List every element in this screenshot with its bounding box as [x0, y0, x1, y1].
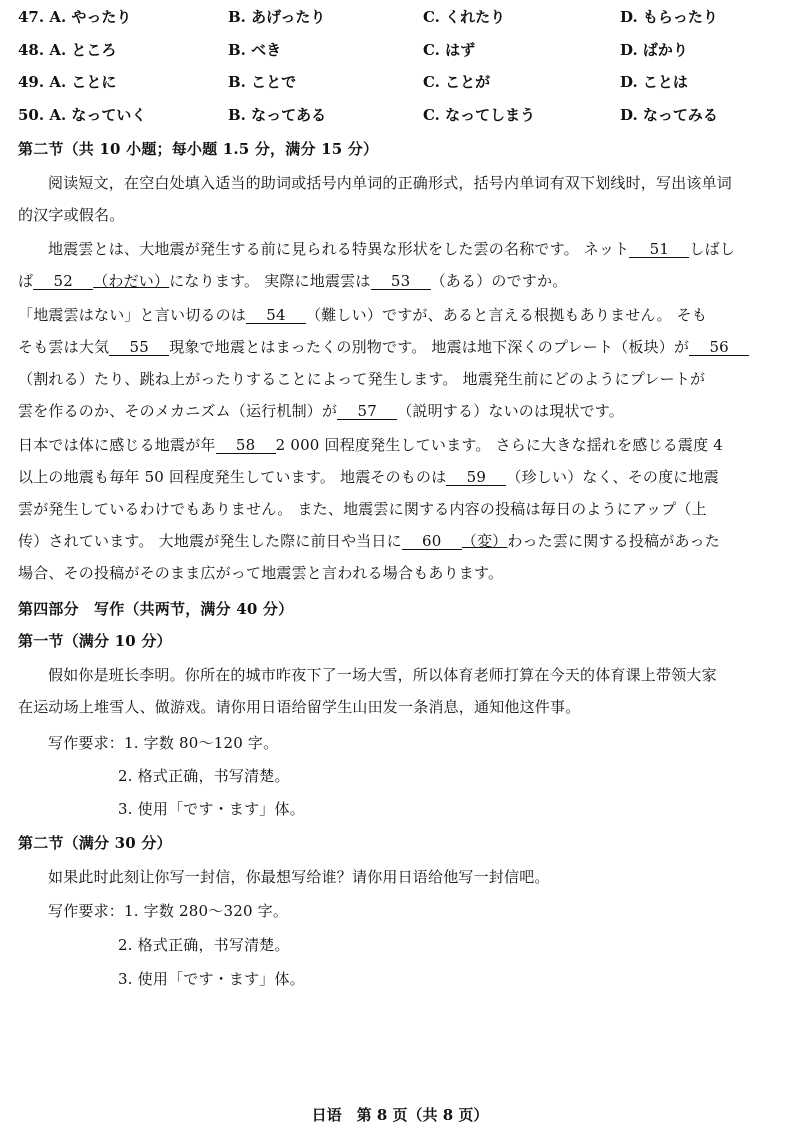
hint-word: （変）: [461, 532, 508, 550]
passage-text: 传）されています。 大地震が発生した際に前日や当日に: [18, 532, 402, 550]
passage-line: 雲が発生しているわけでもありません。 また、地震雲に関する内容の投稿は毎日のようにアップ（上: [18, 500, 707, 518]
passage-text: ば: [18, 272, 34, 290]
passage-text: そも雲は大気: [18, 338, 110, 356]
blank-54[interactable]: 54: [246, 307, 306, 324]
passage-line: [18, 530, 782, 551]
option-c: C. はず: [423, 41, 476, 59]
option-a: 50. A. なっていく: [18, 106, 147, 124]
question-50-row: [18, 100, 778, 128]
passage-text: （珍しい）なく、その度に地震: [506, 468, 719, 486]
requirement: 写作要求：1. 字数 280～320 字。: [48, 902, 289, 920]
passage-text: 「地震雲はない」と言い切るのは: [18, 306, 247, 324]
prompt-text: 假如你是班长李明。你所在的城市昨夜下了一场大雪，所以体育老师打算在今天的体育课上带领大家: [48, 666, 717, 684]
requirement: 2. 格式正确，书写清楚。: [118, 936, 290, 954]
part-heading: 第四部分 写作（共两节，满分 40 分）: [18, 600, 294, 618]
option-c: C. くれたり: [423, 8, 506, 26]
page-footer: 日语 第 8 页（共 8 页）: [311, 1106, 489, 1124]
blank-58[interactable]: 58: [216, 437, 276, 454]
option-d: D. ばかり: [620, 41, 688, 59]
passage-line: [18, 400, 782, 421]
section-heading: 第二节（满分 30 分）: [18, 834, 172, 852]
option-c: C. ことが: [423, 73, 491, 91]
instruction-text: 的汉字或假名。: [18, 206, 125, 224]
option-d: D. ことは: [620, 73, 688, 91]
blank-60[interactable]: 60: [402, 533, 462, 550]
option-b: B. あげったり: [228, 8, 326, 26]
option-d: D. なってみる: [620, 106, 718, 124]
prompt-text: 如果此时此刻让你写一封信，你最想写给谁？请你用日语给他写一封信吧。: [48, 868, 550, 886]
requirement: 写作要求：1. 字数 80～120 字。: [48, 734, 279, 752]
option-c: C. なってしまう: [423, 106, 536, 124]
passage-text: しばし: [689, 240, 735, 258]
option-a: 49. A. ことに: [18, 73, 117, 91]
question-49-row: [18, 67, 778, 95]
requirement: 2. 格式正确，书写清楚。: [118, 767, 290, 785]
blank-51[interactable]: 51: [629, 241, 689, 258]
option-a: 48. A. ところ: [18, 41, 117, 59]
passage-text: になります。 実際に地震雲は: [169, 272, 371, 290]
passage-text: （ある）のですか。: [430, 272, 568, 290]
option-b: B. ことで: [228, 73, 297, 91]
passage-line: [18, 336, 782, 357]
passage-text: （難しい）ですが、あると言える根拠もありません。 そも: [306, 306, 708, 324]
passage-line: [18, 270, 782, 291]
passage-text: 2 000 回程度発生しています。 さらに大きな揺れを感じる震度 4: [275, 436, 724, 454]
passage-line: 場合、その投稿がそのまま広がって地震雲と言われる場合もあります。: [18, 564, 504, 582]
option-a: 47. A. やったり: [18, 8, 132, 26]
passage-line: [18, 304, 782, 325]
hint-word: （わだい）: [93, 272, 170, 290]
passage-text: 現象で地震とはまったくの別物です。 地震は地下深くのプレート（板块）が: [169, 338, 690, 356]
passage-text: 雲を作るのか、そのメカニズム（运行机制）が: [18, 402, 338, 420]
option-b: B. なってある: [228, 106, 327, 124]
blank-56[interactable]: 56: [689, 339, 749, 356]
passage-line: （割れる）たり、跳ね上がったりすることによって発生します。 地震発生前にどのようにプレートが: [18, 370, 706, 388]
question-47-row: [18, 2, 778, 30]
blank-55[interactable]: 55: [109, 339, 169, 356]
passage-line: [48, 238, 800, 259]
blank-52[interactable]: 52: [33, 273, 93, 290]
section-heading: 第一节（满分 10 分）: [18, 632, 172, 650]
passage-text: （説明する）ないのは現状です。: [397, 402, 625, 420]
prompt-text: 在运动场上堆雪人、做游戏。请你用日语给留学生山田发一条消息，通知他这件事。: [18, 698, 581, 716]
passage-line: [18, 434, 782, 455]
requirement: 3. 使用「です・ます」体。: [118, 970, 305, 988]
question-48-row: [18, 35, 778, 63]
instruction-text: 阅读短文，在空白处填入适当的助词或括号内单词的正确形式，括号内单词有双下划线时，写出该单词: [48, 174, 733, 192]
section-heading: 第二节（共 10 小题；每小题 1.5 分，满分 15 分）: [18, 140, 379, 158]
passage-text: 日本では体に感じる地震が年: [18, 436, 216, 454]
option-b: B. べき: [228, 41, 282, 59]
passage-line: [18, 466, 782, 487]
passage-text: 以上の地震も毎年 50 回程度発生しています。 地震そのものは: [18, 468, 447, 486]
passage-text: 地震雲とは、大地震が発生する前に見られる特異な形状をした雲の名称です。 ネット: [48, 240, 630, 258]
option-d: D. もらったり: [620, 8, 718, 26]
blank-53[interactable]: 53: [371, 273, 431, 290]
passage-text: わった雲に関する投稿があった: [507, 532, 720, 550]
blank-57[interactable]: 57: [337, 403, 397, 420]
requirement: 3. 使用「です・ます」体。: [118, 800, 305, 818]
blank-59[interactable]: 59: [446, 469, 506, 486]
